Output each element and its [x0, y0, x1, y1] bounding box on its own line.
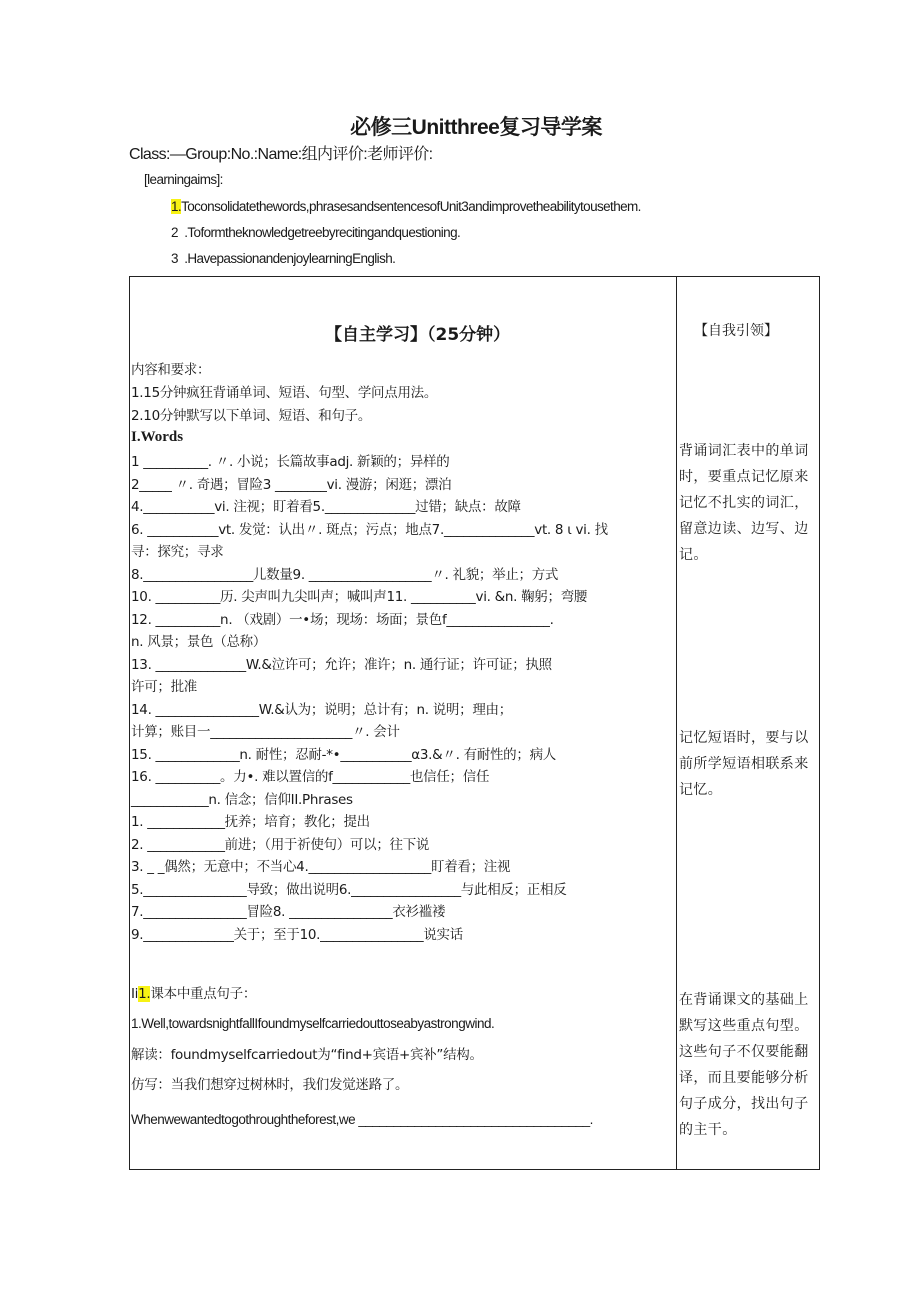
phrase-line: 1. ____________抚养；培育；教化；提出 — [131, 814, 370, 830]
key-sentence: 1.Well,towardsnightfallIfoundmyselfcarriedouttoseabyastrongwind. — [131, 1016, 495, 1031]
word-list — [131, 451, 608, 946]
side-note: 在背诵课文的基础上默写这些重点句型。这些句子不仅要能翻译，而且要能够分析句子成分，找出句子的主干。 — [679, 992, 809, 1138]
word-line: 1 __________. 〃. 小说；长篇故事adj. 新颖的；异样的 — [131, 454, 450, 470]
aim-number: 3 — [171, 251, 178, 266]
aim-item — [171, 225, 460, 240]
aim-item — [171, 199, 641, 214]
word-line: 6. ___________vt. 发觉：认出〃. 斑点；污点；地点7.______________vt. 8 ι vi. 找 — [131, 521, 608, 538]
word-line: 15. _____________n. 耐性；忍耐-*•___________α3.&〃. 有耐性的；病人 — [131, 746, 556, 763]
word-line: 13. ______________W.&泣许可；允许；准许；n. 通行证；许可证；执照 — [131, 656, 552, 673]
intro-line: 内容和要求： — [131, 362, 211, 378]
word-line: n. 风景；景色（总称） — [131, 634, 267, 650]
aims-label: [learningaims]: — [144, 172, 223, 187]
word-line: 计算；账目一______________________〃. 会计 — [131, 724, 400, 740]
imitation-prompt: 仿写：当我们想穿过树林时，我们发觉迷路了。 — [131, 1077, 409, 1093]
aim-text: .HavepassionandenjoylearningEnglish. — [184, 251, 396, 266]
word-line: 14. ________________W.&认为；说明；总计有；n. 说明；理由； — [131, 701, 512, 718]
aim-text: .Toformtheknowledgetreebyrecitingandquestioning. — [184, 225, 461, 240]
word-line: ____________n. 信念；信仰II.Phrases — [131, 791, 353, 808]
aim-number: 1. — [171, 199, 182, 214]
page-title: 必修三Unitthree复习导学案 — [350, 116, 602, 139]
side-column-title: 【自我引领】 — [694, 323, 778, 339]
phrase-line: 9.______________关于；至于10.________________说实话 — [131, 926, 463, 943]
phrase-line: 7.________________冒险8. ________________衣衫褴褛 — [131, 904, 446, 920]
word-line: 8._________________儿数量9. ___________________〃. 礼貌；举止；方式 — [131, 566, 559, 583]
word-line: 12. __________n. （戏剧）一•场；现场：场面；景色f________________. — [131, 611, 554, 628]
word-line: 4.___________vi. 注视；盯着看5.______________过错；缺点：故障 — [131, 499, 521, 515]
sentences-heading-number: 1. — [138, 986, 151, 1002]
phrase-line: 5.________________导致；做出说明6._________________与此相反；正相反 — [131, 881, 567, 898]
sentence-analysis: 解读：foundmyselfcarriedout为“find+宾语+宾补”结构。 — [131, 1047, 483, 1063]
intro-line: 2.10分钟默写以下单词、短语、和句子。 — [131, 408, 372, 424]
word-line: 许可；批准 — [131, 679, 197, 695]
sentences-heading — [131, 983, 256, 1006]
class-info-header: Class:—Group:No.:Name:组内评价:老师评价: — [129, 146, 433, 163]
sentences-heading-text: 课本中重点句子： — [150, 986, 257, 1002]
aim-number: 2 — [171, 225, 178, 240]
word-line: 2_____ 〃. 奇遇；冒险3 ________vi. 漫游；闲逛；漂泊 — [131, 476, 452, 493]
words-heading: I.Words — [131, 429, 184, 445]
word-line: 寻：探究；寻求 — [131, 544, 224, 560]
section-title: 【自主学习】（25分钟） — [325, 325, 511, 345]
fill-in-sentence: Whenwewantedtogothroughtheforest,we _________________________________. — [131, 1112, 593, 1127]
side-note: 背诵词汇表中的单词时，要重点记忆原来记忆不扎实的词汇，留意边读、边写、边记。 — [679, 443, 809, 563]
aim-item — [171, 251, 395, 266]
intro-line: 1.15分钟疯狂背诵单词、短语、句型、学问点用法。 — [131, 385, 438, 401]
word-line: 16. __________。力•. 难以置信的f____________也信任；信任 — [131, 769, 490, 785]
phrase-line: 3. _ _偶然；无意中；不当心4.___________________盯着看；注视 — [131, 859, 511, 875]
phrase-line: 2. ____________前进；（用于祈使句）可以；往下说 — [131, 836, 430, 853]
side-note: 记忆短语时，要与以前所学短语相联系来记忆。 — [679, 730, 809, 798]
table-divider — [676, 276, 677, 1170]
word-line: 10. __________历. 尖声叫九尖叫声；喊叫声11. __________vi. &n. 鞠躬；弯腰 — [131, 589, 588, 605]
sentences-heading-prefix: Ii — [131, 986, 139, 1002]
aim-text: Toconsolidatethewords,phrasesandsentencesofUnit3andimprovetheabilitytousethem. — [181, 199, 641, 214]
